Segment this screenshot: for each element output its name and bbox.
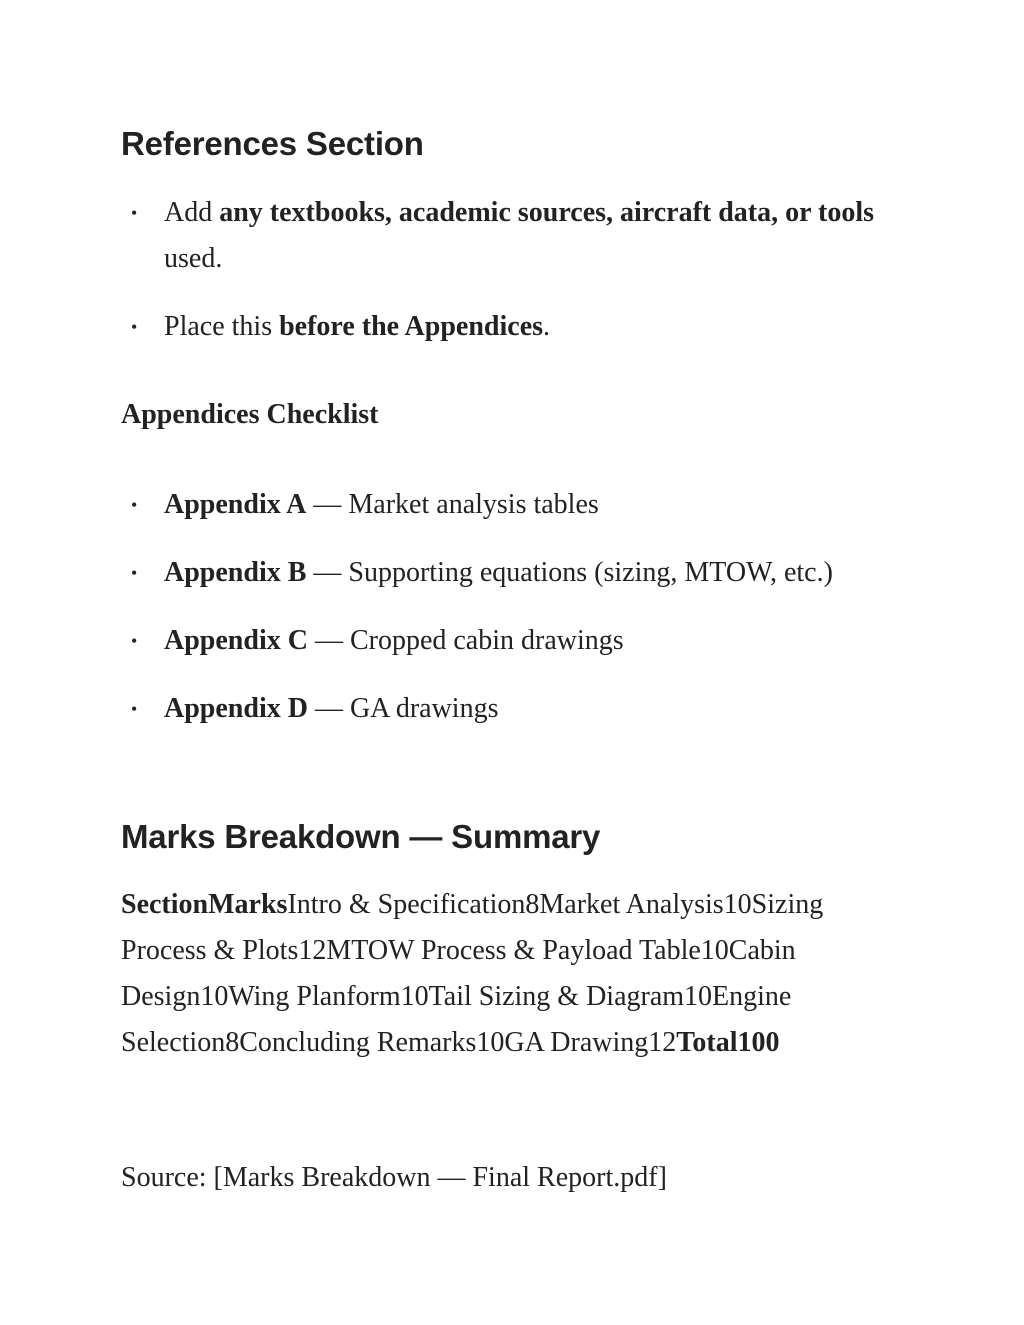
- marks-heading: Marks Breakdown — Summary: [121, 818, 601, 855]
- list-item: • Appendix D — GA drawings: [121, 686, 911, 732]
- appendices-list: [121, 482, 911, 754]
- list-item: • Appendix B — Supporting equations (sizing, MTOW, etc.): [121, 550, 911, 596]
- marks-table-text: SectionMarksIntro & Specification8Market Analysis10Sizing Process & Plots12MTOW Process & Payload Table10Cabin Design10Wing Planform10Tail Sizing & Diagram10Engine Selection8Concluding Remarks10GA Drawing12Total100: [121, 889, 824, 1058]
- references-heading: References Section: [121, 125, 424, 162]
- list-item: • Add any textbooks, academic sources, aircraft data, or tools used.: [121, 190, 911, 282]
- list-item: • Appendix A — Market analysis tables: [121, 482, 911, 528]
- source-note: Source: [Marks Breakdown — Final Report.pdf]: [121, 1162, 667, 1193]
- references-list: [121, 190, 911, 350]
- list-item: • Place this before the Appendices.: [121, 304, 911, 350]
- appendices-heading: Appendices Checklist: [121, 399, 379, 430]
- list-item: • Appendix C — Cropped cabin drawings: [121, 618, 911, 664]
